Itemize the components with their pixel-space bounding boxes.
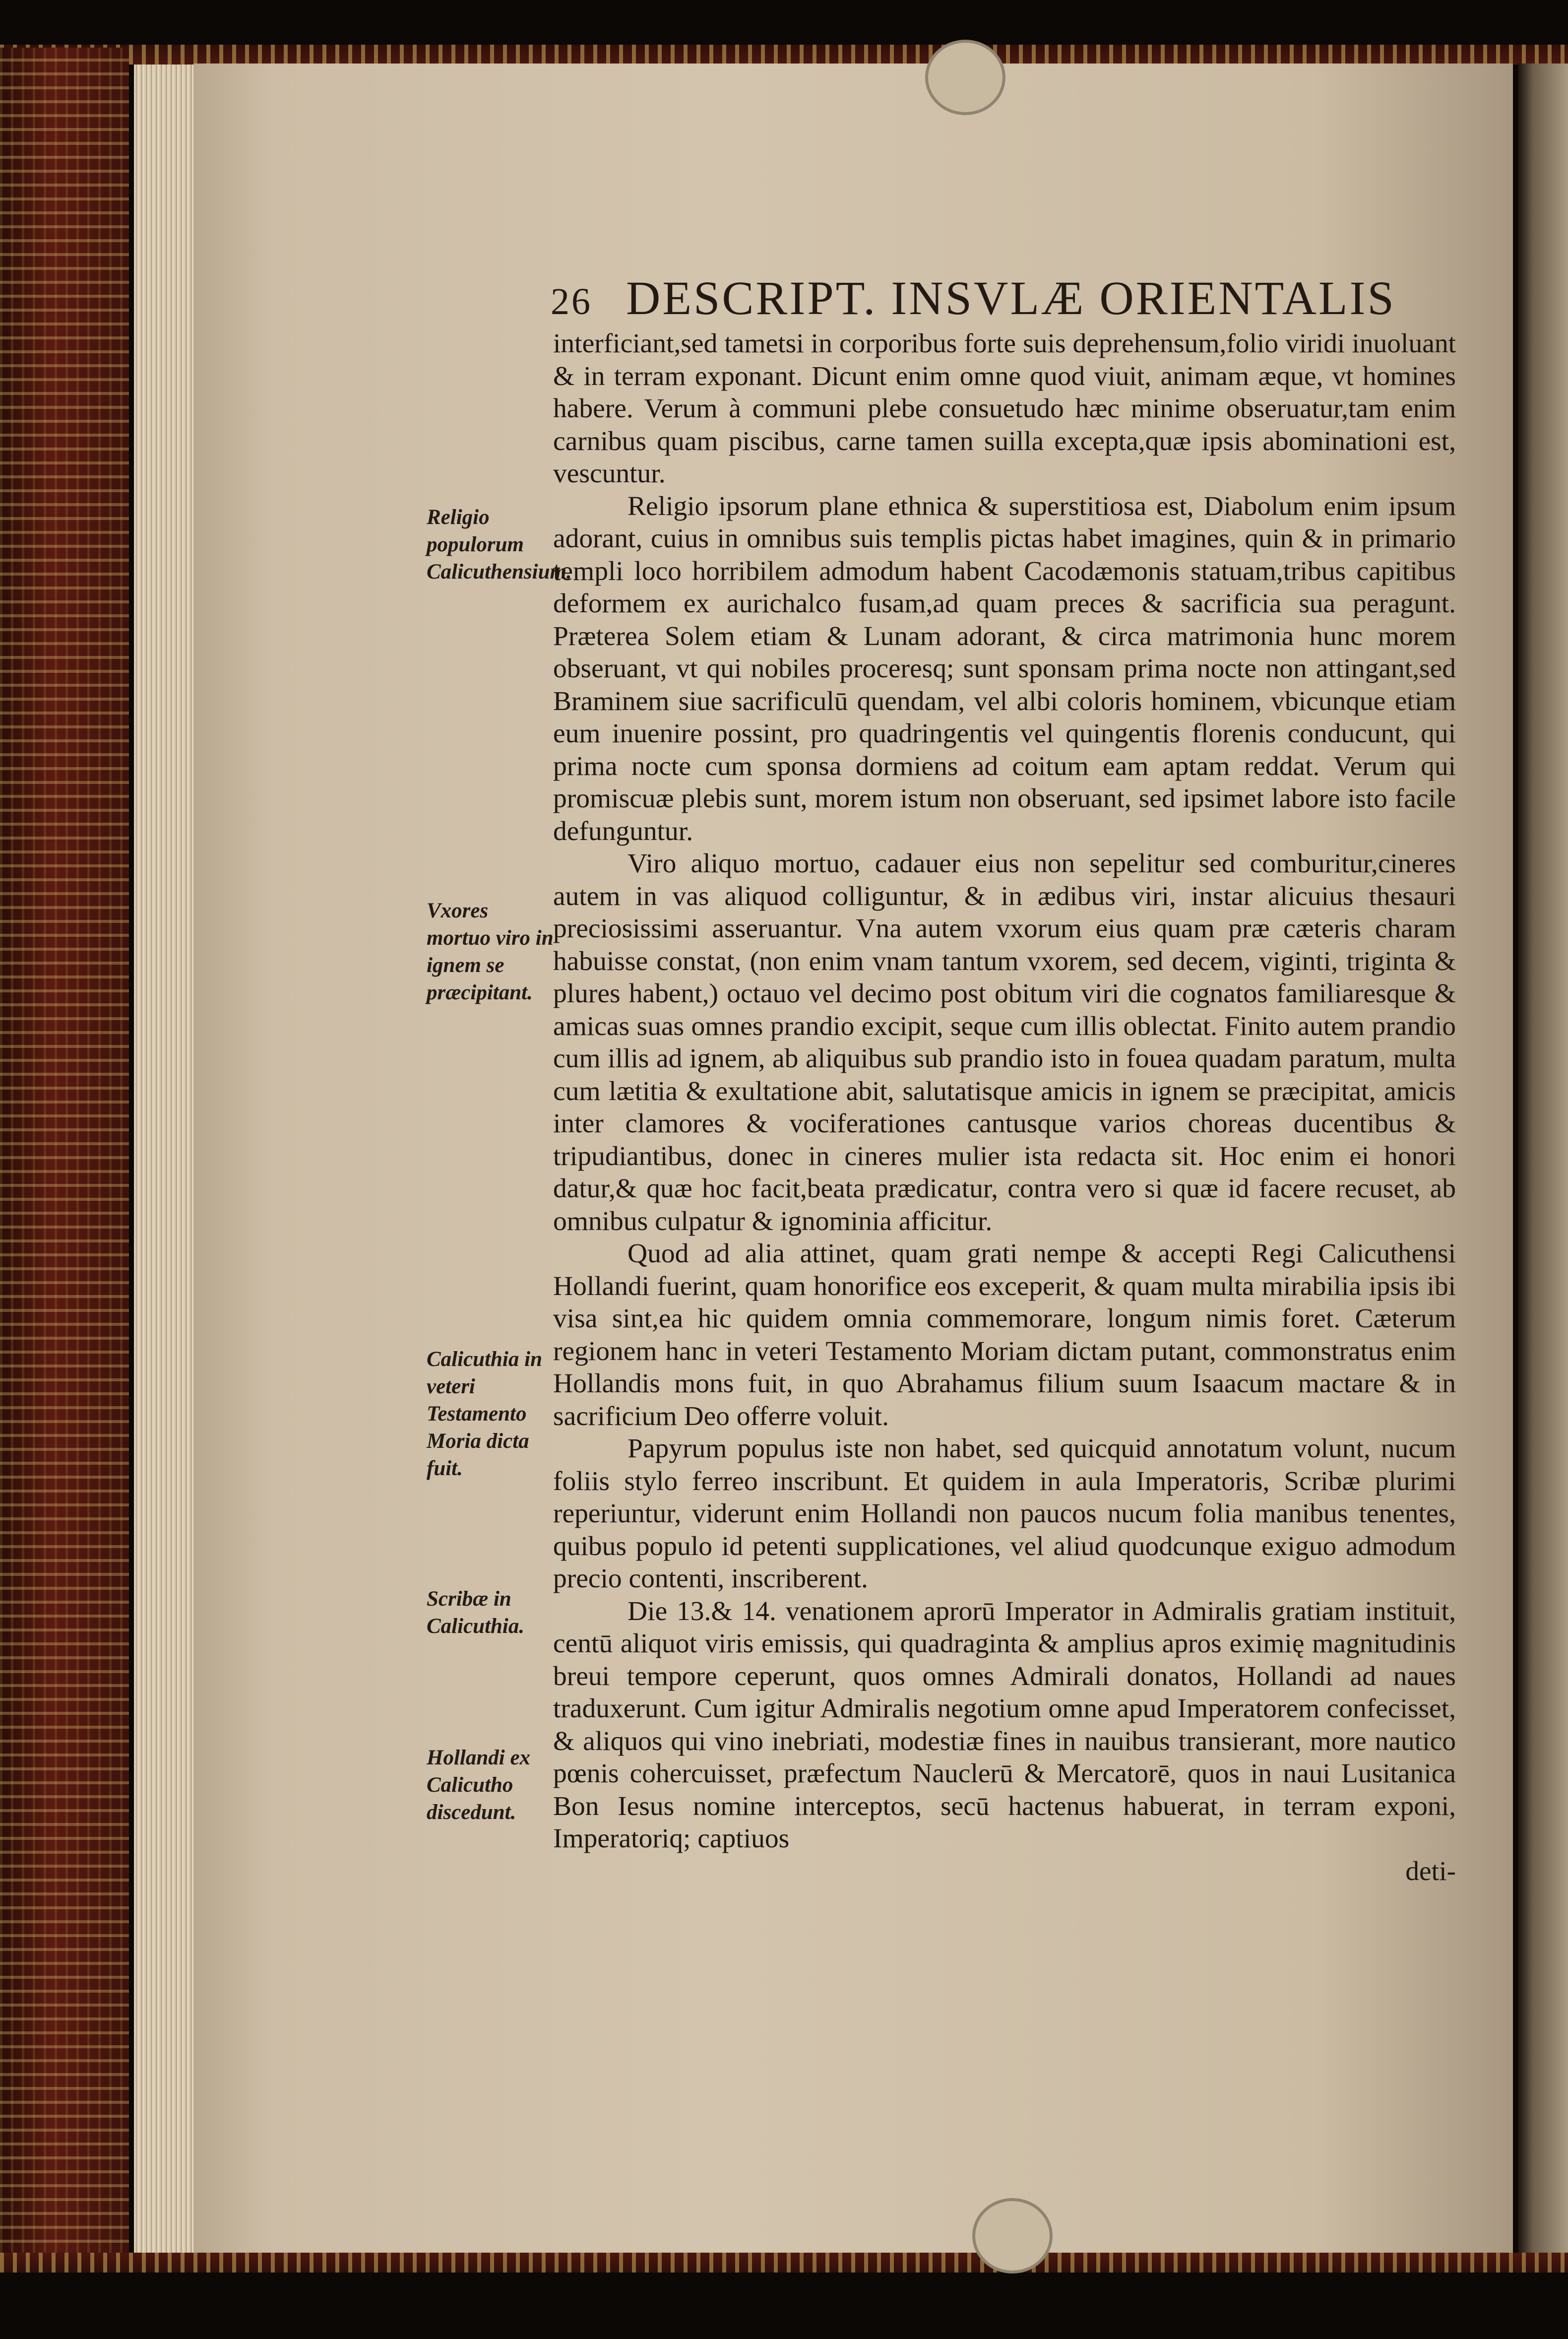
book-clasp-top: [925, 40, 1005, 115]
marginal-note: Vxores mortuo viro in ignem se præcipitant.: [427, 899, 554, 1004]
marginal-note: Scribæ in Calicuthia.: [427, 1587, 525, 1638]
page-edges: [134, 65, 198, 2253]
facing-page-edge: [1518, 64, 1568, 2253]
marginal-note: Hollandi ex Calicutho discedunt.: [427, 1746, 531, 1824]
book-spine-binding: [0, 48, 129, 2271]
running-title: DESCRIPT. INSVLÆ ORIENTALIS: [626, 271, 1396, 325]
running-head: [551, 270, 1394, 325]
paragraph: Papyrum populus iste non habet, sed quicquid annotatum volunt, nucum foliis stylo ferreo inscribunt. Et quidem in aula Imperatoris, Scribæ plurimi reperiuntur, viderunt enim Hollandi non paucos nucum folia manibus tenentes, quibus populo id petenti supplicationes, vel aliud quodcunque exiguo admodum precio contenti, inscriberent.: [553, 1433, 1456, 1594]
book-clasp-bottom: [972, 2198, 1053, 2274]
catchword: deti-: [1405, 1856, 1456, 1886]
paragraph: Viro aliquo mortuo, cadauer eius non sepelitur sed comburitur,cineres autem in vas aliquod colliguntur, & in ædibus viri, instar alicuius thesauri preciosissimi asseruantur. Vna autem vxorum eius quam præ cæteris charam habuisse constat, (non enim vnam tantum vxorem, sed decem, viginti, triginta & plures habent,) octauo vel decimo post obitum viri die cognatos familiaresque & amicas suas omnes prandio excipit, seque cum illis oblectat. Finito autem prandio cum illis ad ignem, ab aliquibus sub prandio isto in fouea quadam paratum, multa cum lætitia & exultatione abit, salutatisque amicis in ignem se præcipitat, amicis inter clamores & vociferationes cantusque varios choreas ducentibus & tripudiantibus, donec in cineres mulier ista redacta sit. Hoc enim ei honori datur,& quæ hoc facit,beata prædicatur, contra vero si quæ id facere recuset, ab omnibus culpatur & ignominia afficitur.: [553, 848, 1456, 1236]
paragraph: Die 13.& 14. venationem aprorū Imperator in Admiralis gratiam instituit, centū aliquot viris emissis, qui quadraginta & amplius apros eximię magnitudinis breui tempore ceperunt, quos omnes Admirali donatos, Hollandi ad naues traduxerunt. Cum igitur Admiralis negotium omne apud Imperatorem confecisset, & aliquos qui vino inebriati, modestiæ fines in nauibus transierant, more nautico pœnis cohercuisset, præfectum Nauclerū & Mercatorē, quos in naui Lusitanica Bon Iesus nomine interceptos, secū hactenus habuerat, in terram exponi, Imperatoriq; captiuos: [553, 1596, 1456, 1854]
paragraph: interficiant,sed tametsi in corporibus forte suis deprehensum,folio viridi inuoluant & in terram exponant. Dicunt enim omne quod viuit, animam æque, vt homines habere. Verum à communi plebe consuetudo hæc minime obseruatur,tam enim carnibus quam piscibus, carne tamen suilla excepta,quæ ipsis abominationi est, vescuntur.: [553, 328, 1456, 489]
paragraph: Quod ad alia attinet, quam grati nempe & accepti Regi Calicuthensi Hollandi fuerint, quam honorifice eos exceperit, & quam multa mirabilia ipsis ibi visa sint,ea hic quidem omnia commemorare, longum nimis foret. Cæterum regionem hanc in veteri Testamento Moriam dictam putant, commonstratus enim Hollandis mons fuit, in quo Abrahamus filium suum Isaacum mactare & in sacrificium Deo offerre voluit.: [553, 1238, 1456, 1431]
page-number: 26: [551, 281, 592, 323]
main-text: [553, 327, 1456, 1887]
binding-top-edge: [0, 45, 1568, 65]
marginal-note: Calicuthia in veteri Testamento Moria dicta fuit.: [427, 1348, 542, 1480]
binding-bottom-edge: [0, 2253, 1568, 2273]
marginal-note: Religio populorum Calicuthensium.: [427, 506, 572, 584]
paragraph: Religio ipsorum plane ethnica & superstitiosa est, Diabolum enim ipsum adorant, cuius in omnibus suis templis pictas habet imagines, quin & in primario templi loco horribilem admodum habent Cacodæmonis statuam,tribus capitibus deformem ex aurichalco fusam,ad quam preces & sacrificia sua peragunt. Præterea Solem etiam & Lunam adorant, & circa matrimonia hunc morem obseruant, vt qui nobiles proceresq; sunt sponsam prima nocte non attingant,sed Braminem siue sacrificulū quendam, vel albi coloris hominem, vbicunque etiam eum inuenire possint, pro quadringentis vel quingentis florenis conducunt, qui prima nocte cum sponsa dormiens ad coitum eam aptam reddat. Verum qui promiscuæ plebis sunt, morem istum non obseruant, sed ipsimet labore isto facile defunguntur.: [553, 491, 1456, 846]
